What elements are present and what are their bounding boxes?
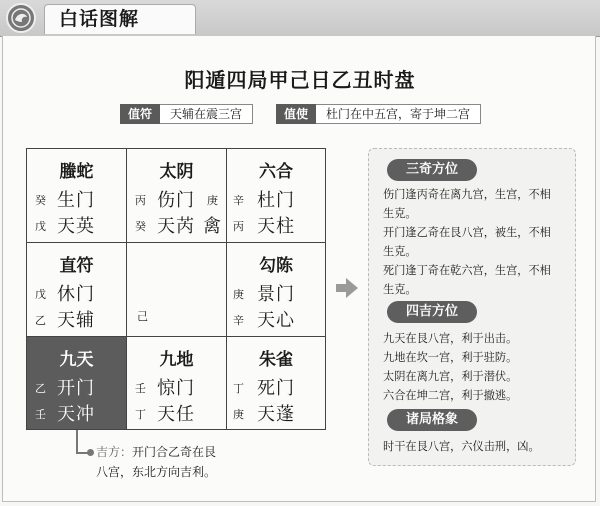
text-line: 死门逢丁奇在乾六宫，生宫，不相	[383, 264, 551, 277]
star-name: 天冲	[57, 404, 95, 425]
stem-label: 辛	[233, 194, 244, 207]
star-name: 天辅	[57, 310, 95, 331]
door-name: 休门	[57, 284, 95, 305]
palace-kan1	[127, 337, 227, 429]
stem-label: 乙	[35, 314, 46, 327]
stem-label: 庚	[233, 408, 244, 421]
stem-label: 癸	[135, 220, 146, 233]
star-name: 天英	[57, 216, 95, 237]
zhifu-label: 值符	[120, 104, 160, 124]
note-line-1: 开门合乙奇在艮	[132, 445, 217, 459]
zhishi-label: 值使	[276, 104, 316, 124]
stem-label: 丙	[233, 220, 244, 233]
text-line: 太阴在离九宫，利于潜伏。	[383, 370, 518, 383]
god-name: 六合	[259, 162, 293, 182]
door-name: 伤门	[157, 190, 195, 211]
star-name: 天芮	[157, 216, 195, 237]
star-name: 禽	[203, 216, 222, 237]
text-line: 生克。	[383, 207, 417, 220]
stem-label: 戊	[35, 220, 46, 233]
palace-gen8	[27, 337, 127, 429]
palace-xun4	[27, 149, 127, 243]
stem-label: 丁	[233, 382, 244, 395]
auspicious-note	[96, 442, 296, 482]
palace-qian6	[227, 337, 325, 429]
god-name: 朱雀	[259, 350, 293, 370]
stem-label: 丁	[135, 408, 146, 421]
door-name: 死门	[257, 378, 295, 399]
star-name: 天柱	[257, 216, 295, 237]
palace-dui7	[227, 243, 325, 337]
note-line-2: 八宫，东北方向吉利。	[96, 465, 217, 479]
stem-label: 己	[137, 310, 148, 323]
star-name: 天蓬	[257, 404, 295, 425]
page-title: 阳遁四局甲己日乙丑时盘	[184, 68, 416, 92]
palace-li9	[127, 149, 227, 243]
stem-label: 庚	[233, 288, 244, 301]
palace-center5	[127, 243, 227, 337]
section-title: 白话图解	[44, 4, 196, 34]
panel-section-title: 诸局格象	[387, 409, 477, 431]
god-name: 勾陈	[259, 256, 293, 276]
stem-label: 壬	[35, 408, 46, 421]
text-line: 生克。	[383, 283, 417, 296]
god-name: 九地	[159, 350, 194, 370]
palace-zhen3	[27, 243, 127, 337]
stem-label: 乙	[35, 382, 46, 395]
god-name: 九天	[59, 350, 94, 370]
text-line: 九地在坎一宫，利于驻防。	[383, 351, 518, 364]
text-line: 时干在艮八宫，六仪击刑，凶。	[383, 440, 540, 453]
door-name: 景门	[257, 284, 295, 305]
callout-line	[76, 430, 78, 454]
star-name: 天心	[257, 310, 295, 331]
zhishi-bar	[276, 104, 481, 124]
star-name: 天任	[157, 404, 195, 425]
door-name: 生门	[57, 190, 95, 211]
header-bar	[0, 0, 600, 37]
zhifu-value: 天辅在震三宫	[160, 104, 253, 124]
zhifu-bar	[120, 104, 253, 124]
panel-section-text	[383, 329, 567, 405]
stem-label: 丙	[135, 194, 146, 207]
god-name: 太阴	[159, 162, 194, 182]
callout-dot-icon	[87, 449, 94, 456]
stem-label: 壬	[135, 382, 146, 395]
panel-section-text	[383, 437, 567, 456]
stem-label: 辛	[233, 314, 244, 327]
text-line: 开门逢乙奇在艮八宫，被生，不相	[383, 226, 551, 239]
panel-section-title: 四吉方位	[387, 301, 477, 323]
arrow-right-icon	[334, 276, 360, 300]
door-name: 开门	[57, 378, 95, 399]
text-line: 九天在艮八宫，利于出击。	[383, 332, 518, 345]
palace-kun2	[227, 149, 325, 243]
door-name: 杜门	[257, 190, 295, 211]
text-line: 生克。	[383, 245, 417, 258]
dragon-logo-icon	[6, 3, 36, 33]
analysis-panel	[368, 148, 576, 466]
text-line: 伤门逢丙奇在离九宫，生宫，不相	[383, 188, 551, 201]
note-key: 吉方：	[96, 445, 133, 459]
panel-section-title: 三奇方位	[387, 159, 477, 181]
door-name: 惊门	[157, 378, 195, 399]
god-name: 直符	[59, 256, 94, 276]
stem-label: 癸	[35, 194, 46, 207]
god-name: 螣蛇	[59, 162, 94, 182]
qimen-grid	[26, 148, 326, 430]
stem-label: 庚	[207, 194, 218, 207]
text-line: 六合在坤二宫，利于撤逃。	[383, 389, 518, 402]
zhishi-value: 杜门在中五宫，寄于坤二宫	[316, 104, 481, 124]
stem-label: 戊	[35, 288, 46, 301]
panel-section-text	[383, 185, 567, 299]
